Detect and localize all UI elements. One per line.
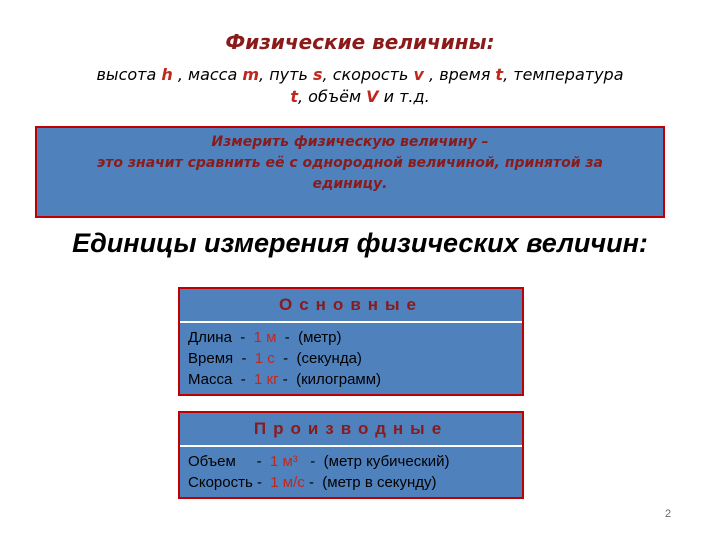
definition-line: это значит сравнить её с однородной величиной, принятой за bbox=[97, 155, 603, 171]
quantities-text: и т.д. bbox=[378, 87, 430, 106]
symbol-t: t bbox=[495, 65, 504, 84]
unit-dash: - bbox=[276, 329, 299, 346]
unit-dash: - bbox=[233, 350, 255, 367]
unit-row bbox=[188, 472, 514, 493]
unit-name: Длина bbox=[188, 329, 232, 346]
unit-row bbox=[188, 451, 514, 472]
unit-symbol: 1 м bbox=[253, 329, 277, 346]
symbol-t: t bbox=[290, 87, 298, 106]
symbol-v: v bbox=[413, 65, 424, 84]
definition-box bbox=[35, 126, 665, 218]
quantities-text: , скорость bbox=[322, 65, 414, 84]
symbol-m: m bbox=[242, 65, 260, 84]
unit-row bbox=[188, 327, 514, 348]
quantities-text: высота bbox=[96, 65, 162, 84]
symbol-s: s bbox=[312, 65, 323, 84]
unit-name: Время bbox=[188, 350, 234, 367]
unit-dash: - bbox=[304, 474, 323, 491]
page-number: 2 bbox=[665, 508, 672, 520]
units-heading: Единицы измерения физических величин: bbox=[72, 228, 648, 258]
unit-symbol: 1 м³ bbox=[269, 453, 298, 470]
unit-dash: - bbox=[297, 453, 324, 470]
quantities-text: , время bbox=[423, 65, 496, 84]
basic-units-list bbox=[180, 323, 522, 394]
quantities-text: , объём bbox=[298, 87, 367, 106]
derived-units-box bbox=[178, 411, 524, 499]
slide-title: Физические величины: bbox=[225, 30, 495, 54]
unit-fullname: (метр кубический) bbox=[323, 453, 450, 470]
unit-dash: - bbox=[235, 453, 270, 470]
unit-dash: - bbox=[252, 474, 271, 491]
unit-symbol: 1 м/с bbox=[270, 474, 305, 491]
symbol-V: V bbox=[366, 87, 379, 106]
unit-row bbox=[188, 348, 514, 369]
basic-units-title: Основные bbox=[180, 289, 522, 323]
definition-line: единицу. bbox=[312, 176, 388, 192]
basic-units-box bbox=[178, 287, 524, 396]
unit-fullname: (метр в секунду) bbox=[322, 474, 437, 491]
unit-name: Объем bbox=[188, 453, 236, 470]
definition-line: Измерить физическую величину – bbox=[211, 134, 489, 150]
unit-dash: - bbox=[232, 371, 255, 388]
quantities-text: , путь bbox=[259, 65, 313, 84]
unit-dash: - bbox=[274, 350, 297, 367]
unit-name: Скорость bbox=[188, 474, 253, 491]
symbol-h: h bbox=[161, 65, 173, 84]
unit-row bbox=[188, 369, 514, 390]
quantities-list bbox=[30, 64, 690, 108]
unit-name: Масса bbox=[188, 371, 233, 388]
derived-units-title: Производные bbox=[180, 413, 522, 447]
unit-fullname: (секунда) bbox=[296, 350, 362, 367]
unit-dash: - bbox=[231, 329, 254, 346]
quantities-text: , масса bbox=[172, 65, 243, 84]
unit-fullname: (метр) bbox=[298, 329, 342, 346]
quantities-text: , температура bbox=[503, 65, 624, 84]
derived-units-list bbox=[180, 447, 522, 497]
unit-fullname: (килограмм) bbox=[296, 371, 382, 388]
unit-symbol: 1 с bbox=[254, 350, 275, 367]
unit-dash: - bbox=[278, 371, 297, 388]
unit-symbol: 1 кг bbox=[254, 371, 279, 388]
